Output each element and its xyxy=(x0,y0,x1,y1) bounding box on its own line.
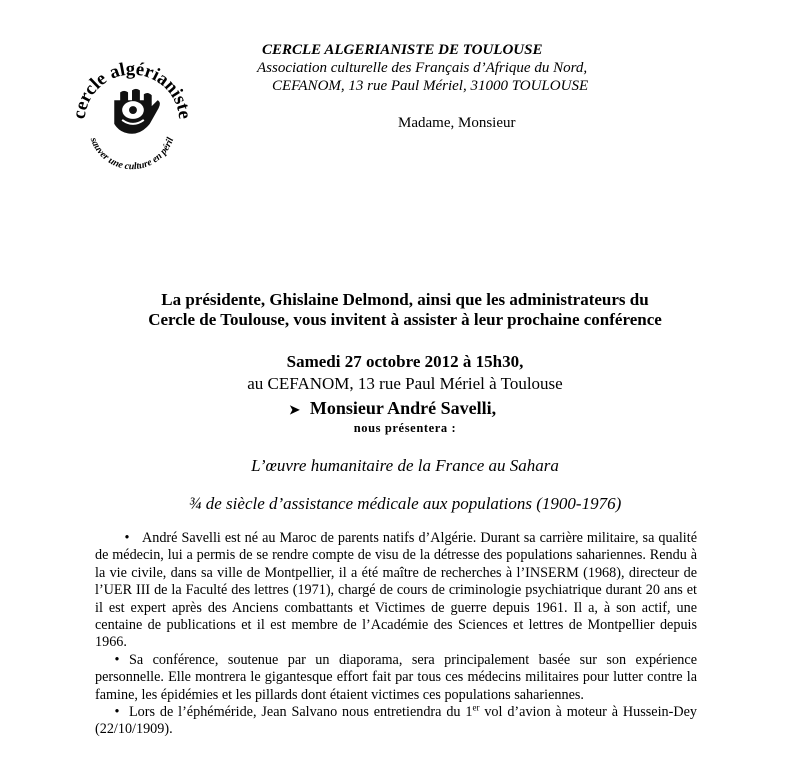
event-place: au CEFANOM, 13 rue Paul Mériel à Toulouse xyxy=(247,374,563,393)
org-address: CEFANOM, 13 rue Paul Mériel, 31000 TOULOUSE xyxy=(272,78,589,94)
description-body xyxy=(95,530,697,739)
event-date: Samedi 27 octobre 2012 à 15h30, xyxy=(286,352,524,371)
cercle-algerianiste-logo xyxy=(63,45,201,183)
bullet-icon: • xyxy=(124,530,130,546)
ephemeride-text-start: Lors de l’éphéméride, Jean Salvano nous entretiendra du 1 xyxy=(129,704,473,721)
conference-subtitle: ¾ de siècle d’assistance médicale aux populations (1900-1976) xyxy=(188,494,622,513)
invitation-line-2: Cercle de Toulouse, vous invitent à assister à leur prochaine conférence xyxy=(148,310,662,329)
conference-text: Sa conférence, soutenue par un diaporama, sera principalement basée sur son expérience personnelle. Elle montrera le gigantesque effort fait par tous ces médecins militaires pour lutter contre la famine, les épidémies et les pillards dont étaient victimes ces populations sahariennes. xyxy=(95,651,697,703)
logo-top-text: cercle algérianiste xyxy=(68,58,196,121)
event-speaker xyxy=(289,397,496,421)
invitation-line-1: La présidente, Ghislaine Delmond, ainsi que les administrateurs du xyxy=(161,290,649,309)
ephemeride-text-end: vol d’avion à moteur à Hussein-Dey (22/10/1909). xyxy=(95,704,697,738)
arrowhead-bullet-icon: ➤ xyxy=(289,402,300,417)
ephemeride-ordinal: er xyxy=(472,702,480,713)
paragraph-biography xyxy=(95,530,697,652)
salutation: Madame, Monsieur xyxy=(398,115,516,131)
presents-label: nous présentera : xyxy=(353,421,457,435)
paragraph-conference xyxy=(95,652,697,704)
speaker-name: Monsieur André Savelli, xyxy=(309,398,497,418)
logo-bottom-text: sauver une culture en péril xyxy=(87,136,177,173)
org-description: Association culturelle des Français d’Afrique du Nord, xyxy=(257,60,588,76)
biography-text: André Savelli est né au Maroc de parents natifs d’Algérie. Durant sa carrière militaire, sa qualité de médecin, lui a permis de se rendre compte de visu de la détresse des populations sahariennes. Rendu à la vie civile, dans sa ville de Montpellier, il a été maître de recherches à l’INSERM (1968), directeur de l’UER III de la Faculté des lettres (1971), chargé de cours de criminologie psychiatrique durant 20 ans et il est expert après des Anciens combattants et Victimes de guerre depuis 1961. Il a, à son actif, une centaine de publications et il est membre de l’Académie des Sciences et lettres de Montpellier depuis 1966. xyxy=(95,530,697,651)
bullet-icon: • xyxy=(114,704,120,721)
bullet-icon: • xyxy=(114,651,120,668)
hand-emblem-icon xyxy=(114,89,160,134)
conference-title: L’œuvre humanitaire de la France au Sahara xyxy=(251,456,559,475)
org-title: CERCLE ALGERIANISTE DE TOULOUSE xyxy=(262,42,543,58)
paragraph-ephemeride xyxy=(95,704,697,739)
invitation xyxy=(60,290,750,330)
